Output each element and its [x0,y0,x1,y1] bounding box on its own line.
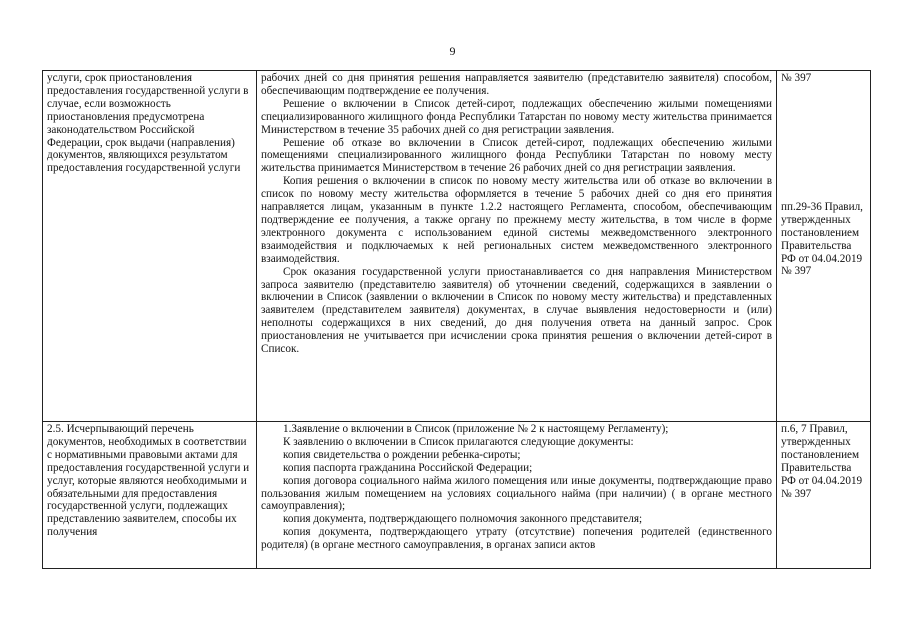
content-paragraph: копия документа, подтверждающего утрату (отсутствие) попечения родителей (единственного родителя) (в органе местного самоуправления, в органах записи актов [261,526,772,552]
content-paragraph: копия документа, подтверждающего полномочия законного представителя; [283,513,643,526]
table-row [43,422,871,569]
content-paragraph: рабочих дней со дня принятия решения направляется заявителю (представителю заявителя) способом, обеспечивающим подтверждение ее получения. [261,72,772,97]
regulation-table [42,70,871,569]
content-paragraph: Срок оказания государственной услуги приостанавливается со дня направления Министерством запроса заявителю (представителю заявителя) об уточнении сведений, содержащихся в заявлении о включении в Список (заявлении о включении в Список по новому месту жительства) и представленных заявителем (представителем заявителя) документах, в случае выявления недостоверности и (или) неполноты содержащихся в них сведений, до дня получения ответа на данный запрос. Срок приостановления не учитывается при исчислении срока принятия решения о включении детей-сирот в Список. [261,265,772,356]
legal-reference-cell [777,71,871,422]
page-number: 9 [449,44,456,58]
section-content-cell [257,71,777,422]
content-paragraph: копия свидетельства о рождении ребенка-сироты; [283,448,521,461]
content-paragraph: копия паспорта гражданина Российской Федерации; [283,461,533,474]
section-title-cell: 2.5. Исчерпывающий перечень документов, необходимых в соответствии с нормативными правовыми актами для предоставления государственной услуги и услуг, которые являются необходимыми и обязательными для предоставления государственной услуги, подлежащих представлению заявителем, способы их получения [43,422,257,569]
table-row [43,71,871,422]
legal-reference: п.6, 7 Правил, утвержденных постановлением Правительства РФ от 04.04.2019 № 397 [781,423,863,500]
content-paragraph: Решение о включении в Список детей-сирот, подлежащих обеспечению жилыми помещениями специализированного жилищного фонда Республики Татарстан по новому месту жительства принимается Министерством в течение 35 рабочих дней со дня регистрации заявления. [261,97,772,136]
content-paragraph: копия договора социального найма жилого помещения или иные документы, подтверждающие право пользования жилым помещением на условиях социального найма (при наличии) ( в органе местного самоуправления); [261,474,772,513]
legal-reference: пп.29-36 Правил, утвержденных постановлением Правительства РФ от 04.04.2019 № 397 [781,200,863,278]
content-paragraph: Решение об отказе во включении в Список детей-сирот, подлежащих обеспечению жилыми помещениями специализированного жилищного фонда Республики Татарстан по новому месту жительства принимается Министерством в течение 26 рабочих дней со дня регистрации заявления. [261,136,772,175]
content-paragraph: К заявлению о включении в Список прилагаются следующие документы: [283,435,634,448]
section-content-cell [257,422,777,569]
legal-reference-cell [777,422,871,569]
spacer [781,85,866,201]
content-paragraph: 1.Заявление о включении в Список (приложение № 2 к настоящему Регламенту); [283,423,669,435]
legal-reference: № 397 [781,72,812,84]
section-title-cell: услуги, срок приостановления предоставления государственной услуги в случае, если возможность приостановления предусмотрена законодательством Российской Федерации, срок выдачи (направления) документов, являющихся результатом предоставления государственной услуги [43,71,257,422]
content-paragraph: Копия решения о включении в список по новому месту жительства или об отказе во включении в список по новому месту жительства оформляется в течение 5 рабочих дней со дня его принятия направляется лицам, указанным в пункте 1.2.2 настоящего Регламента, способом, обеспечивающим подтверждение ее получения, а также органу по прежнему месту жительства, в том числе в форме электронного документа с использованием единой системы межведомственного электронного взаимодействия и подключаемых к ней региональных систем межведомственного электронного взаимодействия. [261,175,772,265]
